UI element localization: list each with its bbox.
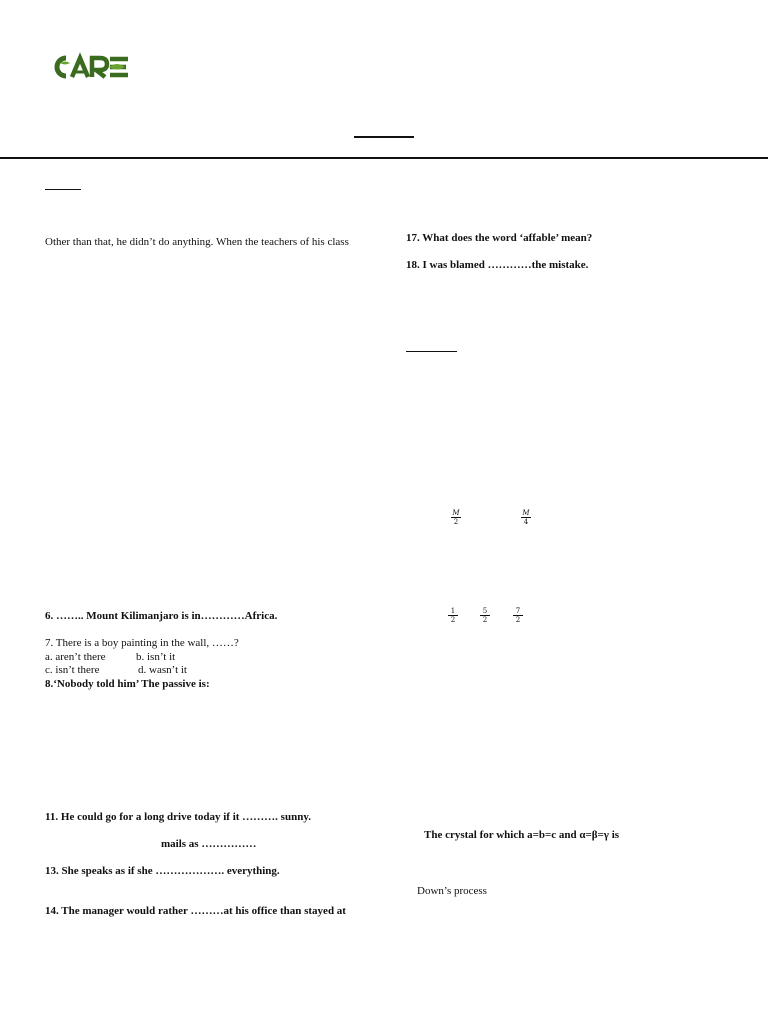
title-underline	[354, 136, 414, 138]
care-logo	[52, 52, 132, 82]
question-7-option-d: d. wasn’t it	[138, 664, 187, 676]
left-section-underline	[45, 189, 81, 190]
question-7-stem: 7. There is a boy painting in the wall, ……?	[45, 637, 239, 649]
fraction-7-over-2: 7 2	[511, 607, 525, 624]
passage-line: Other than that, he didn’t do anything. When the teachers of his class	[45, 236, 349, 248]
question-11: 11. He could go for a long drive today if it ………. sunny.	[45, 811, 311, 823]
question-7-option-a: a. aren’t there	[45, 651, 106, 663]
question-17: 17. What does the word ‘affable’ mean?	[406, 232, 593, 244]
downs-process-option: Down’s process	[417, 885, 487, 897]
question-13: 13. She speaks as if she ………………. everything.	[45, 865, 280, 877]
fraction-m-over-2: M 2	[452, 509, 460, 526]
question-7-option-b: b. isn’t it	[136, 651, 176, 663]
question-12-fragment: mails as ……………	[161, 838, 257, 850]
question-14: 14. The manager would rather ………at his office than stayed at	[45, 905, 346, 917]
question-6: 6. …….. Mount Kilimanjaro is in…………Africa.	[45, 610, 278, 622]
crystal-question: The crystal for which a=b=c and α=β=γ is	[424, 829, 620, 841]
question-7-option-c: c. isn’t there	[45, 664, 100, 676]
fraction-5-over-2: 5 2	[478, 607, 492, 624]
question-8: 8.‘Nobody told him’ The passive is:	[45, 678, 210, 690]
fraction-m-over-4: M 4	[522, 509, 530, 526]
right-section-underline	[406, 351, 457, 352]
fraction-1-over-2: 1 2	[446, 607, 460, 624]
header-divider	[0, 157, 768, 159]
question-18: 18. I was blamed …………the mistake.	[406, 259, 589, 271]
